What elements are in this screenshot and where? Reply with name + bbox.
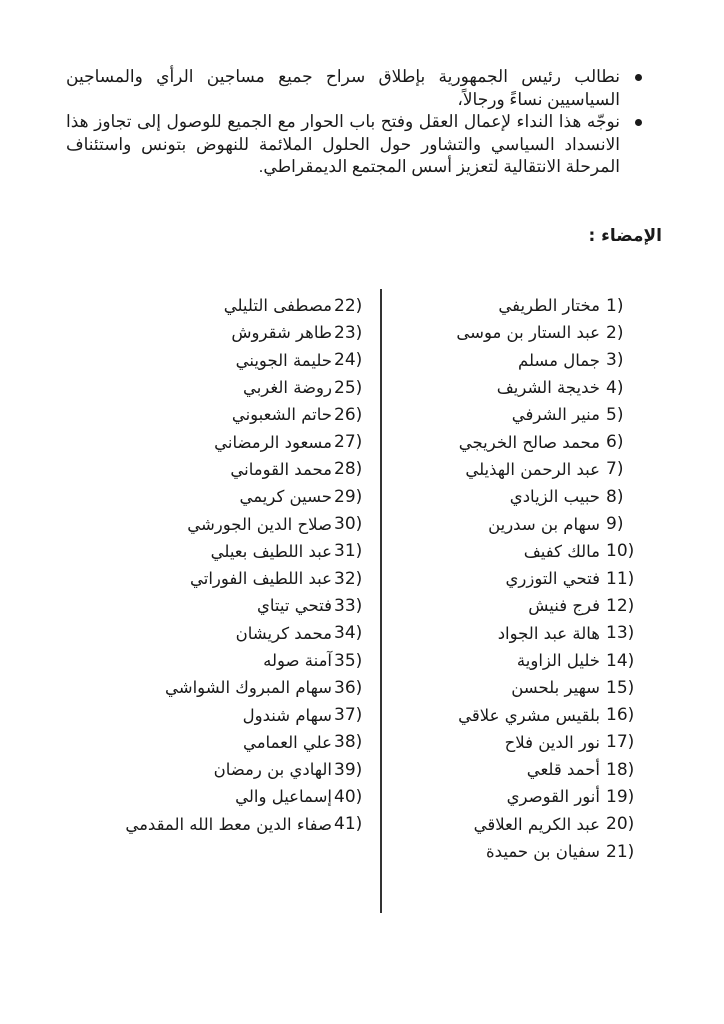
signatory-name: عبد الرحمن الهذيلي: [465, 459, 600, 479]
signatory-name: سفيان بن حميدة: [486, 842, 600, 862]
signatory-row: [104, 483, 364, 510]
signatures-heading: الإمضاء :: [588, 226, 662, 246]
signatories-column-right: [370, 292, 640, 865]
signatory-number: 30): [334, 514, 363, 535]
appeal-bullet-text: نوجّه هذا النداء لإعمال العقل وفتح باب الحوار مع الجميع للوصول إلى تجاوز هذا الانسداد السياسي والتشاور حول الحلول الملائمة للنهوض بتونس واستئناف المرحلة الانتقالية لتعزيز أسس المجتمع الديمقراطي.: [66, 112, 620, 176]
signatory-row: [370, 456, 640, 483]
signatories-column-left: [104, 292, 364, 838]
signatory-row: [104, 756, 364, 783]
signatory-name: أحمد قلعي: [526, 760, 600, 780]
signatory-row: [104, 620, 364, 647]
signatory-number: 4): [606, 377, 624, 398]
signatory-number: 1): [606, 295, 624, 316]
signatory-name: بلقيس مشري علاقي: [458, 705, 600, 725]
signatory-number: 39): [334, 759, 363, 780]
signatory-name: صفاء الدين معط الله المقدمي: [125, 814, 332, 834]
signatory-row: [370, 401, 640, 428]
signatory-number: 17): [606, 732, 635, 753]
signatory-number: 16): [606, 705, 635, 726]
signatory-name: آمنة صوله: [263, 651, 332, 670]
signatory-row: [104, 292, 364, 319]
signatory-name: فتحي التوزري: [505, 569, 600, 589]
appeal-bullet-item: [66, 66, 646, 111]
signatory-number: 25): [334, 377, 363, 398]
signatory-number: 32): [334, 568, 363, 589]
signatory-number: 15): [606, 677, 635, 698]
signatory-name: سهام المبروك الشواشي: [165, 678, 332, 698]
signatory-name: روضة الغربي: [242, 378, 332, 398]
signatory-name: مختار الطريفي: [498, 296, 600, 316]
signatory-row: [370, 674, 640, 701]
signatory-name: مالك كفيف: [523, 541, 600, 561]
signatory-number: 23): [334, 322, 363, 343]
signatory-name: محمد كريشان: [235, 623, 332, 643]
signatory-row: [104, 428, 364, 455]
signatory-number: 35): [334, 650, 363, 671]
signatory-name: مسعود الرمضاني: [214, 432, 332, 452]
signatory-name: صلاح الدين الجورشي: [187, 514, 332, 534]
signatory-name: خديجة الشريف: [496, 378, 600, 398]
signatory-row: [370, 783, 640, 810]
signatory-name: الهادي بن رمضان: [213, 760, 332, 780]
signatory-number: 11): [606, 568, 635, 589]
signatory-row: [104, 783, 364, 810]
signatory-number: 22): [334, 295, 363, 316]
signatory-name: عبد اللطيف بعيلي: [210, 541, 332, 561]
signatory-number: 14): [606, 650, 635, 671]
signatory-name: نور الدين فلاح: [504, 732, 600, 752]
signatory-row: [370, 729, 640, 756]
signatory-row: [370, 592, 640, 619]
signatory-name: إسماعيل والي: [235, 787, 332, 807]
signatory-number: 40): [334, 786, 363, 807]
signatory-row: [370, 347, 640, 374]
signatory-number: 3): [606, 350, 624, 371]
signatory-number: 20): [606, 814, 635, 835]
signatory-name: منير الشرفي: [511, 405, 600, 425]
signatory-name: حبيب الزيادي: [509, 487, 600, 507]
signatory-name: أنور القوصري: [506, 787, 600, 807]
signatory-name: محمد صالح الخريجي: [458, 432, 600, 452]
signatory-name: سهير بلحسن: [511, 678, 600, 698]
signatory-number: 36): [334, 677, 363, 698]
signatory-row: [370, 538, 640, 565]
bullet-icon: [635, 74, 642, 81]
signatory-number: 31): [334, 541, 363, 562]
signatory-name: حاتم الشعبوني: [231, 405, 332, 425]
signatory-number: 6): [606, 432, 624, 453]
signatory-name: سهام شندول: [242, 705, 332, 725]
signatory-name: عبد الستار بن موسى: [456, 323, 600, 343]
signatory-row: [370, 292, 640, 319]
signatory-row: [104, 319, 364, 346]
signatory-name: محمد القوماني: [230, 459, 332, 479]
signatory-name: عبد الكريم العلاقي: [473, 814, 600, 834]
signatory-name: مصطفى التليلي: [223, 296, 332, 316]
signatory-number: 5): [606, 404, 624, 425]
signatory-number: 29): [334, 486, 363, 507]
signatory-number: 10): [606, 541, 635, 562]
signatory-name: فتحي تيتاي: [256, 596, 332, 616]
signatory-row: [104, 347, 364, 374]
appeal-bullet-item: [66, 111, 646, 179]
signatory-row: [104, 701, 364, 728]
signatory-row: [104, 456, 364, 483]
signatory-number: 21): [606, 841, 635, 862]
signatory-row: [104, 538, 364, 565]
signatory-row: [104, 811, 364, 838]
signatory-name: حسين كريمي: [239, 487, 332, 507]
signatory-row: [370, 510, 640, 537]
signatory-name: علي العمامي: [242, 732, 332, 752]
signatory-number: 2): [606, 322, 624, 343]
signatory-name: طاهر شقروش: [231, 323, 332, 343]
signatory-row: [370, 483, 640, 510]
signatory-row: [104, 729, 364, 756]
signatory-row: [370, 838, 640, 865]
signatory-number: 28): [334, 459, 363, 480]
signatory-number: 33): [334, 595, 363, 616]
signatory-row: [370, 620, 640, 647]
signatory-name: خليل الزاوية: [516, 651, 600, 670]
signatory-row: [370, 319, 640, 346]
appeal-bullet-list: [66, 66, 646, 179]
signatory-name: سهام بن سدرين: [488, 514, 600, 534]
signatory-name: فرج فنيش: [528, 596, 600, 616]
signatory-number: 34): [334, 623, 363, 644]
signatory-row: [370, 374, 640, 401]
signatory-name: هالة عبد الجواد: [497, 623, 600, 643]
signatory-row: [104, 374, 364, 401]
signatory-number: 19): [606, 786, 635, 807]
signatory-number: 24): [334, 350, 363, 371]
signatory-number: 8): [606, 486, 624, 507]
signatory-number: 27): [334, 432, 363, 453]
signatory-row: [104, 510, 364, 537]
signatory-row: [104, 647, 364, 674]
signatory-row: [370, 428, 640, 455]
signatory-name: جمال مسلم: [517, 350, 600, 370]
bullet-icon: [635, 119, 642, 126]
signatory-number: 7): [606, 459, 624, 480]
signatory-row: [370, 565, 640, 592]
appeal-bullet-text: نطالب رئيس الجمهورية بإطلاق سراح جميع مساجين الرأي والمساجين السياسيين نساءً ورجالاً،: [66, 67, 620, 109]
signatory-row: [370, 701, 640, 728]
signatory-number: 12): [606, 595, 635, 616]
signatory-number: 41): [334, 814, 363, 835]
signatory-row: [104, 592, 364, 619]
signatory-number: 13): [606, 623, 635, 644]
signatory-number: 26): [334, 404, 363, 425]
signatory-number: 9): [606, 514, 624, 535]
signatory-name: حليمة الجويني: [235, 350, 332, 370]
signatory-row: [104, 674, 364, 701]
signatory-row: [370, 647, 640, 674]
signatory-row: [104, 401, 364, 428]
signatory-number: 18): [606, 759, 635, 780]
signatory-number: 38): [334, 732, 363, 753]
signatory-name: عبد اللطيف الفوراتي: [189, 569, 332, 589]
signatory-number: 37): [334, 705, 363, 726]
signatory-row: [370, 811, 640, 838]
signatory-row: [370, 756, 640, 783]
signatory-row: [104, 565, 364, 592]
